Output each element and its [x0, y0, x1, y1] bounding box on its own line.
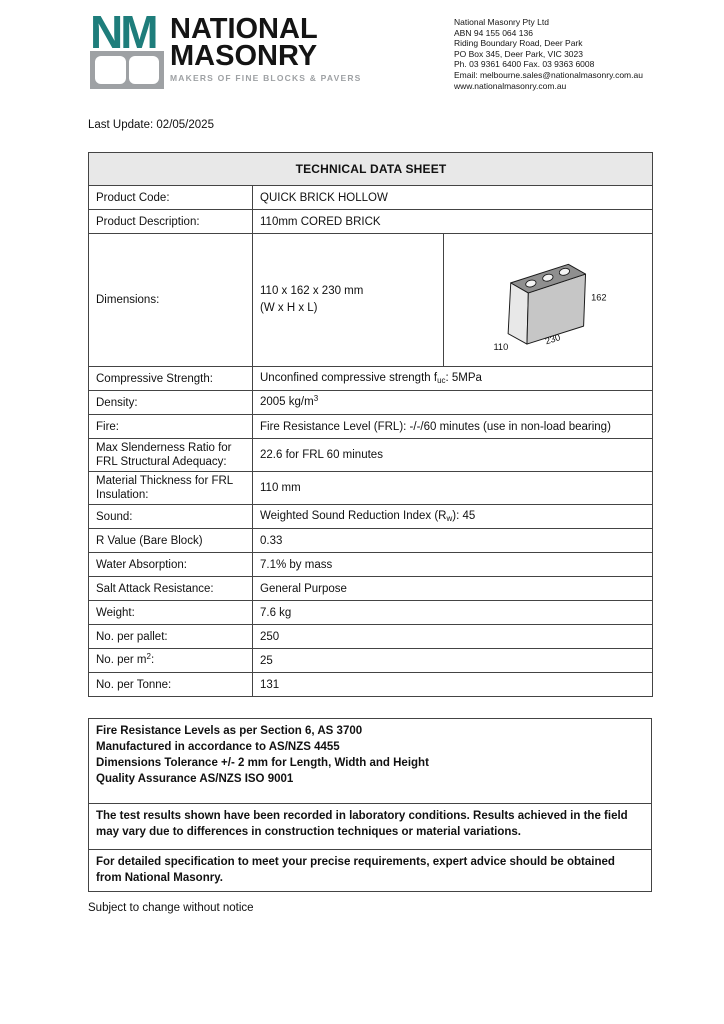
dimensions-value-line2: (W x H x L)	[260, 302, 318, 314]
row-fire	[89, 415, 653, 439]
logo-name-line2: MASONRY	[170, 40, 318, 72]
row-water-absorption	[89, 553, 653, 577]
row-label: Weight:	[89, 601, 253, 625]
logo-block-hole	[95, 56, 126, 84]
logo-name-line1: NATIONAL	[170, 13, 318, 45]
table-title: TECHNICAL DATA SHEET	[89, 153, 653, 186]
row-per-m2	[89, 649, 653, 673]
row-per-pallet	[89, 625, 653, 649]
logo-text	[170, 13, 362, 83]
brick-left-face	[508, 283, 528, 344]
row-value: 25	[253, 649, 653, 673]
row-label: No. per $m^2$:	[89, 649, 253, 673]
row-value: 7.1% by mass	[253, 553, 653, 577]
contact-line-website: www.nationalmasonry.com.au	[454, 80, 567, 91]
logo-block-hole	[129, 56, 160, 84]
row-value: Unconfined compressive strength fuc: 5MPa	[253, 367, 653, 391]
subscript: uc	[437, 376, 446, 385]
contact-line-address: Riding Boundary Road, Deer Park	[454, 38, 583, 49]
row-label: No. per pallet:	[89, 625, 253, 649]
row-label: R Value (Bare Block)	[89, 529, 253, 553]
row-salt-attack	[89, 577, 653, 601]
subscript: w	[446, 514, 453, 523]
brick-diagram	[451, 236, 658, 360]
row-value: 0.33	[253, 529, 653, 553]
row-density	[89, 391, 653, 415]
row-dimensions	[89, 234, 653, 367]
row-label: Material Thickness for FRL Insulation:	[89, 472, 253, 505]
row-label: Water Absorption:	[89, 553, 253, 577]
row-value: 22.6 for FRL 60 minutes	[253, 439, 653, 472]
row-label: Product Description:	[89, 210, 253, 234]
row-label: No. per Tonne:	[89, 673, 253, 697]
logo-mark	[90, 6, 170, 89]
note-standard-line: Fire Resistance Levels as per Section 6, AS 3700	[96, 725, 363, 737]
row-value: 110 mm	[253, 472, 653, 505]
brick-height-label: 162	[591, 292, 607, 303]
row-label: Density:	[89, 391, 253, 415]
row-label: Dimensions:	[89, 234, 253, 367]
row-label: Max Slenderness Ratio for FRL Structural Adequacy:	[89, 439, 253, 472]
row-value: 7.6 kg	[253, 601, 653, 625]
brick-length-label: 230	[543, 332, 562, 347]
row-value: General Purpose	[253, 577, 653, 601]
note-lab-conditions: The test results shown have been recorded in laboratory conditions. Results achieved in the field may vary due to differences in construction techniques or material variations.	[88, 804, 652, 850]
row-product-description	[89, 210, 653, 234]
row-per-tonne	[89, 673, 653, 697]
contact-line-pobox: PO Box 345, Deer Park, VIC 3023	[454, 48, 583, 59]
row-value: Fire Resistance Level (FRL): -/-/60 minutes (use in non-load bearing)	[253, 415, 653, 439]
dimensions-value-line1: 110 x 162 x 230 mm	[260, 285, 364, 297]
row-weight	[89, 601, 653, 625]
note-standard-line: Manufactured in accordance to AS/NZS 4455	[96, 741, 340, 753]
row-value: Weighted Sound Reduction Index (Rw): 45	[253, 505, 653, 529]
row-label: Fire:	[89, 415, 253, 439]
row-value: 110mm CORED BRICK	[253, 210, 653, 234]
contact-line-company: National Masonry Pty Ltd	[454, 17, 549, 27]
contact-info	[454, 17, 643, 91]
note-standard-line: Dimensions Tolerance +/- 2 mm for Length, Width and Height	[96, 757, 429, 769]
row-max-slenderness	[89, 439, 653, 472]
row-label: Product Code:	[89, 186, 253, 210]
row-value: 250	[253, 625, 653, 649]
brick-width-label: 110	[493, 342, 509, 353]
company-logo	[90, 6, 362, 89]
footer-disclaimer: Subject to change without notice	[88, 902, 254, 914]
note-standards	[88, 718, 652, 804]
row-r-value	[89, 529, 653, 553]
superscript: 2	[146, 652, 151, 661]
dimensions-image-cell	[444, 234, 653, 367]
row-sound	[89, 505, 653, 529]
logo-tagline: MAKERS OF FINE BLOCKS & PAVERS	[170, 73, 362, 83]
row-value	[253, 234, 444, 367]
note-expert-advice: For detailed specification to meet your precise requirements, expert advice should be obtained from National Masonry.	[88, 850, 652, 892]
row-label: Salt Attack Resistance:	[89, 577, 253, 601]
superscript: 3	[313, 394, 319, 403]
last-update-text: Last Update: 02/05/2025	[88, 119, 214, 131]
contact-line-abn: ABN 94 155 064 136	[454, 27, 533, 38]
row-label: Sound:	[89, 505, 253, 529]
row-compressive-strength	[89, 367, 653, 391]
row-product-code	[89, 186, 653, 210]
logo-monogram: NM	[90, 6, 156, 58]
technical-data-table	[88, 152, 653, 697]
contact-line-email: Email: melbourne.sales@nationalmasonry.com.au	[454, 69, 643, 80]
row-value: 131	[253, 673, 653, 697]
row-material-thickness	[89, 472, 653, 505]
row-value: QUICK BRICK HOLLOW	[253, 186, 653, 210]
contact-line-phone: Ph. 03 9361 6400 Fax. 03 9363 6008	[454, 59, 595, 70]
row-value: 2005 $kg/m^3$	[253, 391, 653, 415]
notes-box	[88, 718, 652, 892]
table-title-row	[89, 153, 653, 186]
row-label: Compressive Strength:	[89, 367, 253, 391]
note-standard-line: Quality Assurance AS/NZS ISO 9001	[96, 773, 294, 785]
